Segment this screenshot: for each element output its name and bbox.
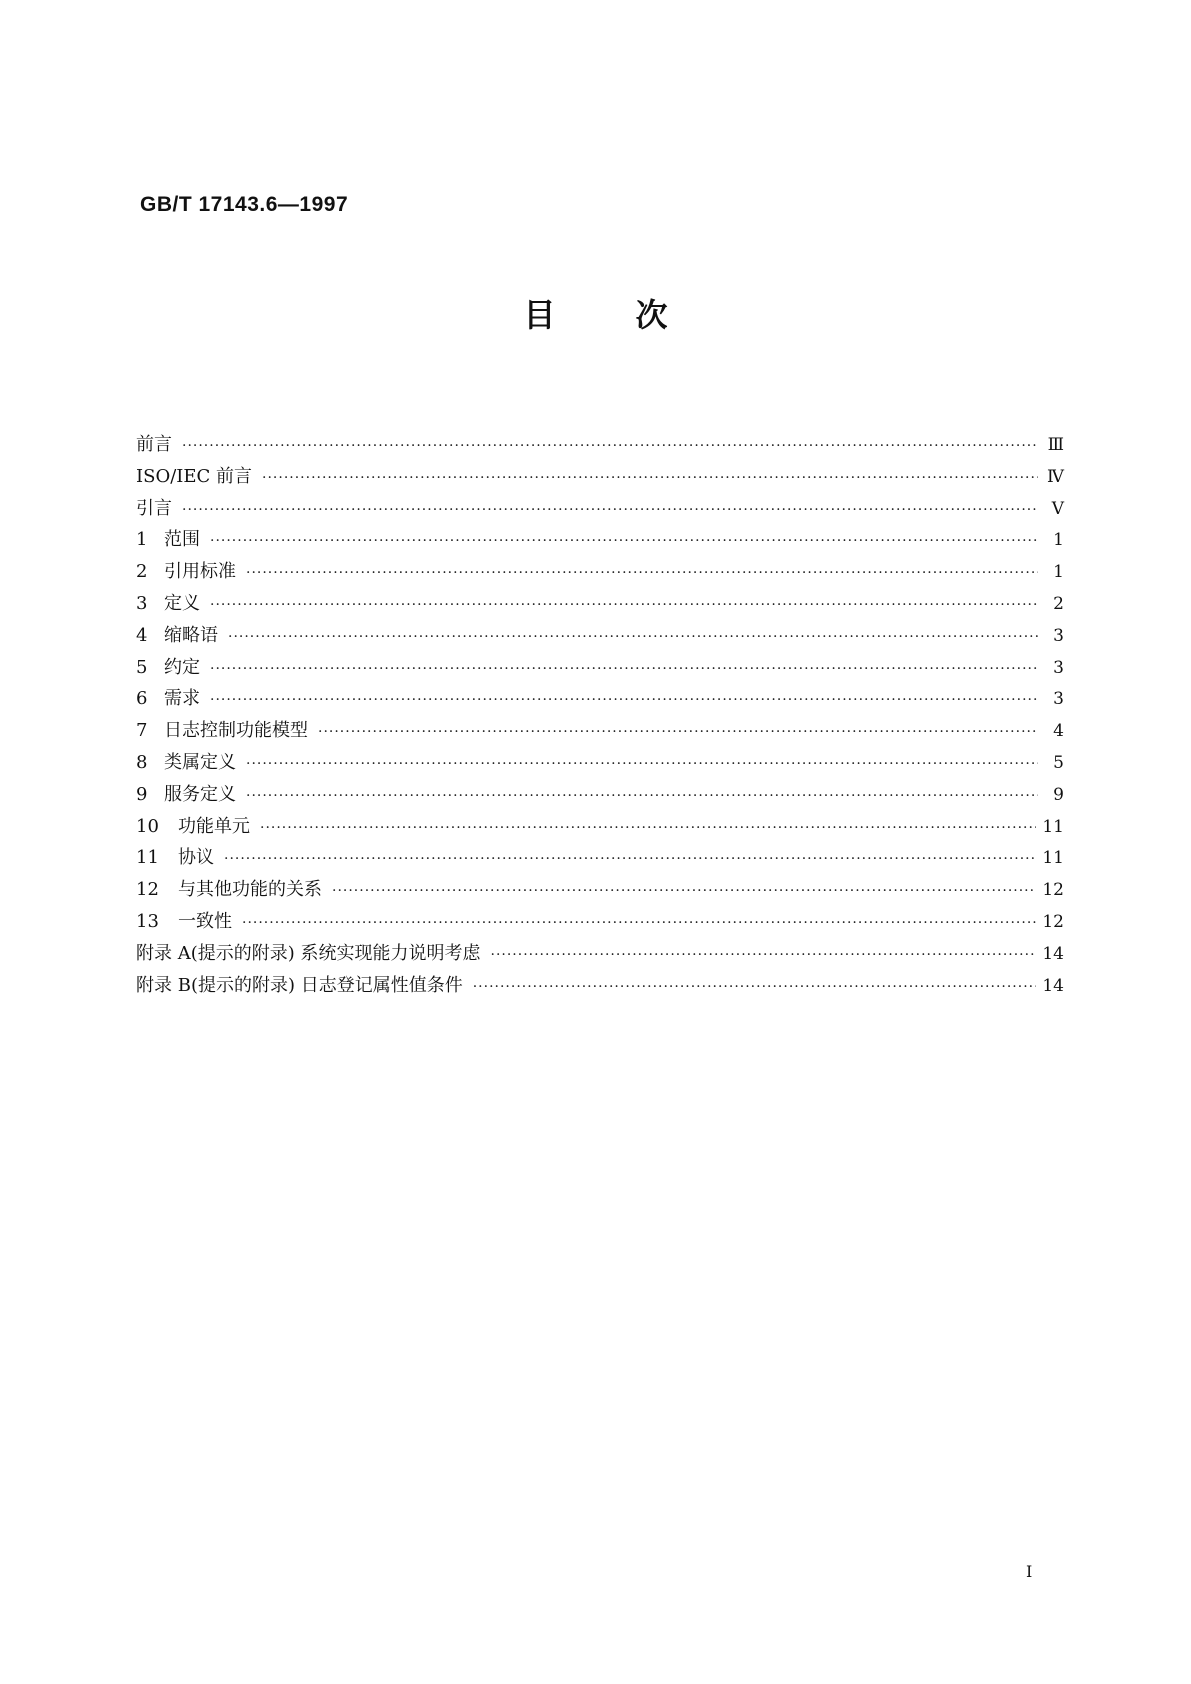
toc-section-number: 13 (136, 910, 159, 932)
standard-code: GB/T 17143.6—1997 (140, 193, 349, 216)
toc-leader (182, 502, 1038, 518)
toc-leader (246, 756, 1038, 772)
page-title: 目次 (523, 296, 748, 334)
toc-leader (224, 851, 1036, 867)
toc-leader (182, 438, 1038, 454)
toc-entry-11[interactable] (136, 843, 1064, 875)
toc-page-number: 5 (1053, 752, 1064, 773)
toc-section-number: 2 (136, 561, 148, 583)
toc-leader (260, 820, 1036, 836)
toc-leader (210, 661, 1038, 677)
toc-entry-3[interactable] (136, 589, 1064, 621)
toc-entry-4[interactable] (136, 621, 1064, 653)
toc-label: 协议 (178, 847, 214, 869)
toc-leader (332, 883, 1036, 899)
toc-leader (246, 788, 1038, 804)
toc-section-number: 1 (136, 529, 148, 551)
table-of-contents (136, 430, 1064, 1002)
toc-page-number: 2 (1053, 593, 1064, 614)
toc-leader (210, 692, 1038, 708)
toc-leader (210, 597, 1038, 613)
toc-entry-5[interactable] (136, 653, 1064, 685)
toc-section-number: 8 (136, 751, 148, 773)
toc-entry-13[interactable] (136, 907, 1064, 939)
toc-label: 与其他功能的关系 (178, 879, 322, 901)
toc-entry-introduction[interactable] (136, 494, 1064, 526)
toc-entry-foreword[interactable] (136, 430, 1064, 462)
toc-section-number: 5 (136, 656, 148, 678)
toc-label: 附录 B(提示的附录) 日志登记属性值条件 (136, 974, 463, 996)
toc-page-number: 12 (1042, 911, 1064, 932)
toc-page-number: 3 (1053, 689, 1064, 710)
toc-section-number: 7 (136, 720, 148, 742)
toc-label: 需求 (164, 688, 200, 710)
toc-entry-10[interactable] (136, 812, 1064, 844)
toc-section-number: 6 (136, 688, 148, 710)
toc-leader (228, 629, 1038, 645)
page-number: I (1026, 1562, 1033, 1581)
toc-page-number: 4 (1053, 721, 1064, 742)
toc-label: 缩略语 (164, 624, 218, 646)
toc-label: 约定 (164, 656, 200, 678)
toc-label: 范围 (164, 529, 200, 551)
toc-label: 一致性 (178, 910, 232, 932)
toc-page-number: 3 (1053, 657, 1064, 678)
toc-entry-annex-b[interactable] (136, 971, 1064, 1003)
toc-page-number: 12 (1042, 880, 1064, 901)
toc-section-number: 9 (136, 783, 148, 805)
toc-entry-12[interactable] (136, 875, 1064, 907)
toc-entry-8[interactable] (136, 748, 1064, 780)
toc-label: 引用标准 (164, 561, 236, 583)
toc-entry-iso-iec-foreword[interactable] (136, 462, 1064, 494)
toc-entry-1[interactable] (136, 525, 1064, 557)
toc-page-number: 9 (1053, 784, 1064, 805)
toc-section-number: 12 (136, 879, 159, 901)
toc-entry-annex-a[interactable] (136, 939, 1064, 971)
toc-label: 附录 A(提示的附录) 系统实现能力说明考虑 (136, 942, 481, 964)
toc-entry-9[interactable] (136, 780, 1064, 812)
toc-page-number: 14 (1042, 975, 1064, 996)
toc-label: 服务定义 (164, 783, 236, 805)
toc-section-number: 11 (136, 847, 159, 869)
toc-page-number: 14 (1042, 943, 1064, 964)
toc-label: 日志控制功能模型 (164, 720, 308, 742)
toc-page-number: 11 (1042, 816, 1064, 837)
toc-page-number: Ⅲ (1047, 435, 1064, 455)
toc-section-number: 10 (136, 815, 159, 837)
toc-section-number: 4 (136, 624, 148, 646)
toc-entry-7[interactable] (136, 716, 1064, 748)
toc-page-number: 1 (1053, 530, 1064, 551)
toc-entry-2[interactable] (136, 557, 1064, 589)
toc-label: 定义 (164, 592, 200, 614)
toc-page-number: Ⅳ (1047, 466, 1064, 487)
toc-label: ISO/IEC 前言 (136, 465, 253, 487)
toc-leader (473, 979, 1037, 995)
toc-leader (242, 915, 1036, 931)
toc-page-number: 11 (1042, 848, 1064, 869)
toc-label: 引言 (136, 497, 172, 519)
toc-entry-6[interactable] (136, 684, 1064, 716)
toc-label: 类属定义 (164, 751, 236, 773)
toc-leader (491, 947, 1037, 963)
toc-label: 功能单元 (178, 815, 250, 837)
toc-leader (262, 470, 1038, 486)
toc-page-number: Ⅴ (1051, 498, 1064, 519)
toc-leader (210, 533, 1038, 549)
toc-label: 前言 (136, 434, 172, 455)
toc-page-number: 1 (1053, 562, 1064, 583)
toc-section-number: 3 (136, 592, 148, 614)
toc-leader (246, 565, 1038, 581)
toc-leader (318, 724, 1038, 740)
toc-page-number: 3 (1053, 625, 1064, 646)
